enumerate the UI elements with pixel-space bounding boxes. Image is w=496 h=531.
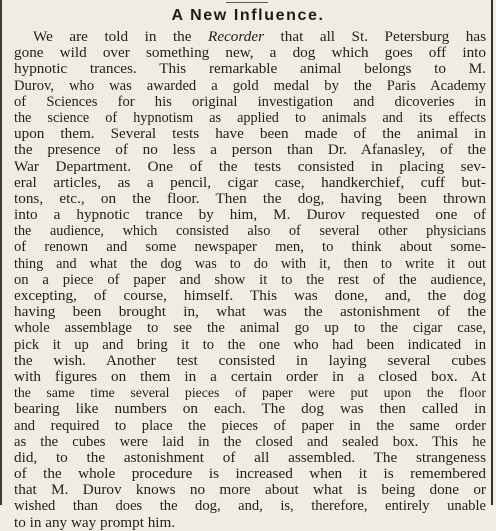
article-line: bearing like numbers on each. The dog was then called in	[14, 401, 486, 418]
article-line: as the cubes were laid in the closed and sealed box. This he	[14, 433, 486, 450]
article-line: having been brought in, what was the astonishment of the	[14, 304, 486, 321]
article-line: the wish. Another test consisted in laying several cubes	[14, 352, 486, 369]
article-line: tons, etc., on the floor. Then the dog, having been thrown	[14, 190, 486, 207]
article-line: with figures on them in a certain order in a closed box. At	[14, 368, 486, 385]
article-line: gone wild over something new, a dog which goes off into	[14, 45, 486, 62]
article-line: whole assemblage to see the animal go up to the cigar case,	[14, 320, 486, 337]
article-line: of Sciences for his original investigation and dicoveries in	[14, 93, 486, 110]
article-line: on a piece of paper and show it to the rest of the audience,	[14, 271, 486, 288]
article-line: excepting, of course, himself. This was done, and, the dog	[14, 288, 486, 304]
article-line: pick it up and bring it to the one who had been indicated in	[14, 336, 486, 353]
article-line: wished than does the dog, and, is, therefore, entirely unable	[14, 498, 486, 515]
article-line: and required to place the pieces of paper in the same order	[14, 417, 486, 434]
article-line: thing and what the dog was to do with it, then to write it out	[14, 255, 486, 272]
article-line: did, to the astonishment of all assembled. The strangeness	[14, 449, 486, 466]
left-column-rule	[0, 0, 2, 505]
article-line: into a hypnotic trance by him, M. Durov requested one of	[14, 207, 486, 224]
article-line: the audience, which consisted also of several other physicians	[14, 223, 486, 240]
article-line: eral articles, as a pencil, cigar case, handkerchief, cuff but-	[14, 174, 486, 191]
article-line: hypnotic trances. This remarkable animal belongs to M.	[14, 61, 486, 78]
article-line: of renown and some newspaper men, to think about some-	[14, 239, 486, 256]
article-body	[14, 29, 486, 531]
article-line: the science of hypnotism as applied to animals and its effects	[14, 109, 486, 126]
article-line: the presence of no less a person than Dr. Afanasley, of the	[14, 142, 486, 159]
article-line: the same time several pieces of paper were put upon the floor	[14, 385, 486, 401]
article-headline: A New Influence.	[171, 7, 325, 24]
article-line: We are told in the Recorder that all St. Petersburg has	[33, 29, 486, 45]
right-column-rule	[491, 0, 493, 505]
publication-name: Recorder	[208, 29, 264, 45]
article-line: of the whole procedure is increased when it is remembered	[14, 466, 486, 483]
article-line: War Department. One of the tests consisted in placing sev-	[14, 158, 486, 175]
top-divider-rule	[226, 2, 268, 3]
article-line: to in any way prompt him.	[14, 514, 176, 531]
article-line: Durov, who was awarded a gold medal by the Paris Academy	[14, 77, 486, 94]
article-line: that M. Durov knows no more about what is being done or	[14, 482, 486, 499]
article-line: upon them. Several tests have been made of the animal in	[14, 126, 486, 143]
